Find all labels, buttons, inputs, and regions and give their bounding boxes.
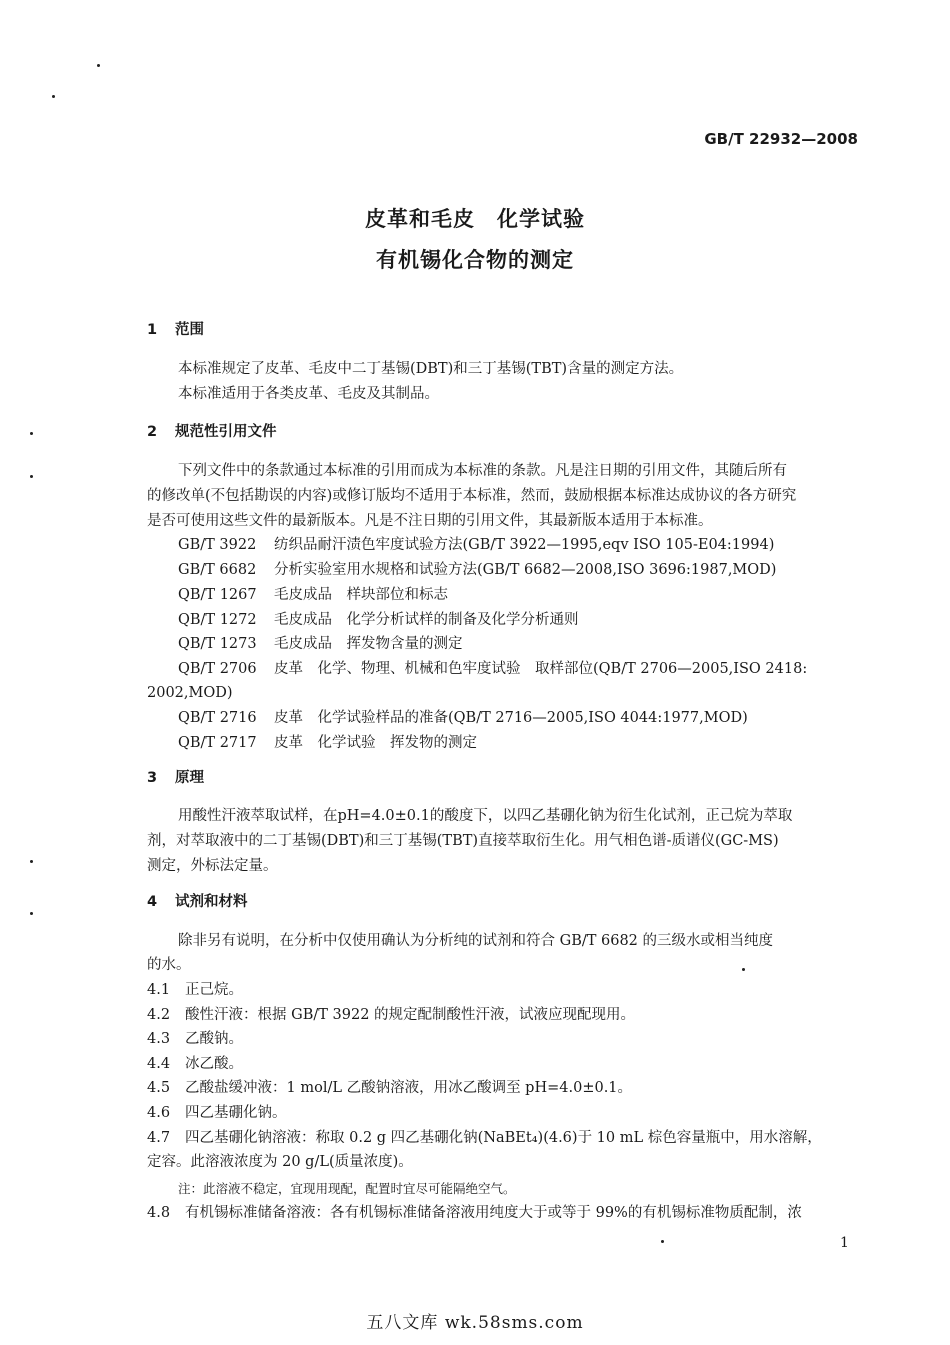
reference-code: QB/T 1267	[178, 587, 257, 603]
scan-speck	[52, 95, 55, 98]
item-number: 4.1	[147, 982, 171, 998]
title-line-1	[0, 203, 950, 233]
reference-item	[178, 585, 448, 605]
section-number: 3	[147, 770, 158, 786]
section-3-heading	[147, 768, 204, 788]
reagent-item	[147, 1128, 822, 1148]
item-number: 4.8	[147, 1205, 171, 1221]
note: 注：此溶液不稳定，宜现用现配，配置时宜尽可能隔绝空气。	[178, 1181, 516, 1196]
item-text: 乙酸钠。	[185, 1031, 243, 1047]
scan-speck	[30, 475, 33, 478]
item-text: 乙酸盐缓冲液：1 mol/L 乙酸钠溶液，用冰乙酸调至 pH=4.0±0.1。	[185, 1080, 633, 1096]
section-title: 试剂和材料	[175, 894, 248, 910]
paragraph-line: 的修改单(不包括勘误的内容)或修订版均不适用于本标准，然而，鼓励根据本标准达成协议的各方研究	[147, 488, 797, 504]
reference-item	[178, 733, 477, 753]
reagent-item-continuation: 定容。此溶液浓度为 20 g/L(质量浓度)。	[147, 1154, 413, 1170]
reference-code: QB/T 1273	[178, 636, 257, 652]
reference-name: 皮革 化学试验样品的准备(QB/T 2716—2005,ISO 4044:1977,MOD)	[274, 710, 748, 726]
reference-code: QB/T 2717	[178, 735, 257, 751]
reference-item	[178, 634, 463, 654]
item-number: 4.2	[147, 1007, 171, 1023]
section-title: 范围	[175, 322, 204, 338]
section-title: 规范性引用文件	[175, 424, 277, 440]
scan-speck	[742, 968, 745, 971]
reagent-item	[147, 980, 243, 1000]
reference-name: 纺织品耐汗渍色牢度试验方法(GB/T 3922—1995,eqv ISO 105-E04:1994)	[274, 537, 775, 553]
reference-item	[178, 708, 748, 728]
item-text: 四乙基硼化钠溶液：称取 0.2 g 四乙基硼化钠(NaBEt₄)(4.6)于 10 mL 棕色容量瓶中，用水溶解，	[185, 1130, 822, 1146]
item-text: 正己烷。	[185, 982, 243, 998]
paragraph-line: 除非另有说明，在分析中仅使用确认为分析纯的试剂和符合 GB/T 6682 的三级水或相当纯度	[178, 933, 774, 949]
paragraph-line: 剂，对萃取液中的二丁基锡(DBT)和三丁基锡(TBT)直接萃取衍生化。用气相色谱-质谱仪(GC-MS)	[147, 833, 779, 849]
reagent-item	[147, 1203, 802, 1223]
standard-code: GB/T 22932—2008	[704, 130, 858, 148]
reference-item	[178, 610, 579, 630]
reference-name: 皮革 化学、物理、机械和色牢度试验 取样部位(QB/T 2706—2005,ISO 2418:	[274, 661, 808, 677]
section-1-heading	[147, 320, 204, 340]
reagent-item	[147, 1029, 243, 1049]
scan-speck	[97, 64, 100, 67]
item-number: 4.5	[147, 1080, 171, 1096]
item-text: 冰乙酸。	[185, 1056, 243, 1072]
paragraph-line: 下列文件中的条款通过本标准的引用而成为本标准的条款。凡是注日期的引用文件，其随后所有	[178, 463, 787, 479]
section-number: 2	[147, 424, 158, 440]
reference-name: 毛皮成品 化学分析试样的制备及化学分析通则	[274, 612, 579, 628]
title-part-b: 化学试验	[497, 207, 585, 231]
page-number: 1	[840, 1235, 849, 1251]
reference-continuation: 2002,MOD)	[147, 685, 233, 701]
reference-item	[178, 535, 774, 555]
item-number: 4.7	[147, 1130, 171, 1146]
reference-code: QB/T 1272	[178, 612, 257, 628]
scan-speck	[30, 860, 33, 863]
reference-code: GB/T 3922	[178, 537, 257, 553]
paragraph-line: 测定，外标法定量。	[147, 858, 278, 874]
footer-watermark: 五八文库 wk.58sms.com	[366, 1313, 584, 1333]
paragraph: 本标准规定了皮革、毛皮中二丁基锡(DBT)和三丁基锡(TBT)含量的测定方法。	[178, 361, 684, 377]
section-4-heading	[147, 892, 248, 912]
item-number: 4.6	[147, 1105, 171, 1121]
reference-code: QB/T 2706	[178, 661, 257, 677]
section-2-heading	[147, 422, 277, 442]
paragraph: 本标准适用于各类皮革、毛皮及其制品。	[178, 386, 439, 402]
item-text: 酸性汗液：根据 GB/T 3922 的规定配制酸性汗液，试液应现配现用。	[185, 1007, 636, 1023]
title-part-a: 皮革和毛皮	[365, 207, 475, 231]
reference-name: 分析实验室用水规格和试验方法(GB/T 6682—2008,ISO 3696:1987,MOD)	[274, 562, 777, 578]
scan-speck	[661, 1240, 664, 1243]
title-line-2: 有机锡化合物的测定	[376, 248, 574, 272]
reference-item	[178, 560, 776, 580]
reference-name: 皮革 化学试验 挥发物的测定	[274, 735, 477, 751]
reagent-item	[147, 1103, 287, 1123]
reference-code: GB/T 6682	[178, 562, 257, 578]
reference-name: 毛皮成品 挥发物含量的测定	[274, 636, 463, 652]
item-text: 四乙基硼化钠。	[185, 1105, 287, 1121]
scan-speck	[30, 912, 33, 915]
item-number: 4.3	[147, 1031, 171, 1047]
paragraph-line: 用酸性汗液萃取试样，在pH=4.0±0.1的酸度下，以四乙基硼化钠为衍生化试剂，正己烷为萃取	[178, 808, 793, 824]
reference-name: 毛皮成品 样块部位和标志	[274, 587, 448, 603]
reference-item	[178, 659, 807, 679]
section-title: 原理	[175, 770, 204, 786]
paragraph-line: 的水。	[147, 957, 191, 973]
reagent-item	[147, 1054, 243, 1074]
item-number: 4.4	[147, 1056, 171, 1072]
reference-code: QB/T 2716	[178, 710, 257, 726]
item-text: 有机锡标准储备溶液：各有机锡标准储备溶液用纯度大于或等于 99%的有机锡标准物质配制，浓	[185, 1205, 802, 1221]
section-number: 4	[147, 894, 158, 910]
section-number: 1	[147, 322, 158, 338]
paragraph-line: 是否可使用这些文件的最新版本。凡是不注日期的引用文件，其最新版本适用于本标准。	[147, 513, 713, 529]
reagent-item	[147, 1078, 632, 1098]
scan-speck	[30, 432, 33, 435]
reagent-item	[147, 1005, 635, 1025]
